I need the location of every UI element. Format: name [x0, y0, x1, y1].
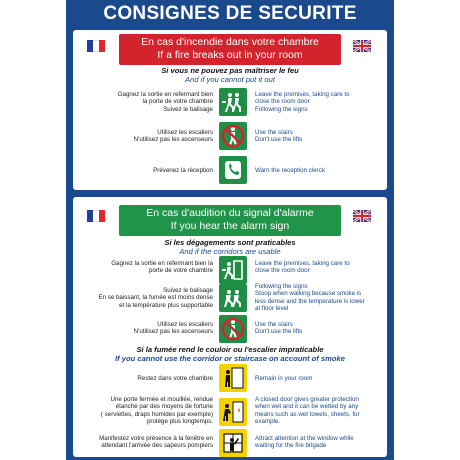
text-line: Une porte fermée et mouillée, rendue — [110, 396, 213, 403]
text-line: porte de votre chambre — [149, 267, 213, 275]
sign-title: CONSIGNES DE SECURITE — [103, 3, 357, 24]
text-line: Suivez le balisage — [163, 287, 213, 294]
text-line: close the room door — [255, 98, 310, 106]
text-line: Warn the reception clerck — [255, 167, 325, 174]
text-line: étanche par des moyens de fortune — [115, 403, 213, 411]
text-line: Leave the premises, taking care to — [255, 91, 350, 98]
safety-sign — [66, 0, 394, 460]
alarm-banner-fr: En cas d'audition du signal d'alarme — [146, 207, 314, 219]
stairs-no-lift-icon — [219, 315, 247, 343]
text-line: Utilisez les escaliers — [157, 321, 213, 328]
instruction-en — [255, 375, 383, 382]
text-line: when wet and it can be wetted by any — [255, 403, 359, 411]
text-line: means such as wet towels, sheets, for — [255, 410, 360, 418]
fire-subhead-en: And if you cannot put it out — [185, 75, 275, 84]
text-line: Remain in your room — [255, 375, 313, 382]
uk-flag-icon — [353, 210, 371, 222]
text-line: waiting for the fire brigade — [255, 442, 327, 450]
text-line: example. — [255, 418, 281, 426]
text-line: Attract attention at the window while — [255, 435, 354, 442]
smoke-subhead-fr: Si la fumée rend le couloir ou l'escalier impraticable — [136, 345, 324, 354]
alarm-panel — [73, 197, 387, 457]
instruction-fr — [83, 260, 213, 275]
alarm-subhead-en: And if the corridors are usable — [179, 247, 281, 256]
text-line: Prévenez la réception — [153, 167, 213, 174]
fire-subhead — [73, 66, 387, 84]
text-line: Leave the premises, taking care to — [255, 260, 350, 267]
text-line: N'utilisez pas les ascenseurs — [133, 136, 213, 144]
text-line: Don't use the lifts — [255, 136, 303, 144]
instruction-en — [255, 435, 383, 450]
text-line: Use the stairs — [255, 129, 293, 136]
instruction-fr — [83, 129, 213, 144]
instruction-fr — [83, 91, 213, 113]
instruction-en — [255, 396, 383, 426]
text-line: Restez dans votre chambre — [137, 375, 213, 382]
exit-stooping-icon — [219, 284, 247, 312]
instruction-fr — [83, 321, 213, 336]
exit-running-icon — [219, 88, 247, 116]
alarm-subhead-fr: Si les dégagements sont praticables — [164, 238, 296, 247]
instruction-en — [255, 91, 383, 113]
fire-in-room-panel — [73, 30, 387, 190]
wet-door-icon — [219, 398, 247, 426]
text-line: Following the signs — [255, 105, 308, 113]
fire-banner — [119, 34, 341, 65]
text-line: Stoop when walking because smoke is — [255, 290, 362, 298]
uk-flag-icon — [353, 40, 371, 52]
smoke-subhead — [73, 345, 387, 363]
text-line: Manifestez votre présence à la fenêtre en — [99, 435, 213, 442]
text-line: less dense and the temperature is lower — [255, 297, 365, 305]
alarm-banner — [119, 205, 341, 236]
stairs-no-lift-icon — [219, 122, 247, 150]
text-line: N'utilisez pas les ascenseurs — [133, 328, 213, 336]
text-line: close the room door — [255, 267, 310, 275]
instruction-en — [255, 321, 383, 336]
smoke-subhead-en: If you cannot use the corridor or staircase on account of smoke — [115, 354, 345, 363]
text-line: la porte de votre chambre — [142, 98, 213, 106]
text-line: Gagnez la sortie en refermant bien la — [111, 260, 213, 267]
instruction-en — [255, 129, 383, 144]
text-line: Don't use the lifts — [255, 328, 303, 336]
window-signal-icon — [219, 429, 247, 457]
text-line: ( serviettes, draps humides par exemple) — [100, 410, 213, 418]
instruction-fr — [83, 435, 213, 450]
instruction-fr — [83, 375, 213, 382]
text-line: et la température plus supportable — [119, 301, 213, 309]
fire-banner-fr: En cas d'incendie dans votre chambre — [141, 36, 319, 48]
text-line: A closed door gives greater protection — [255, 396, 359, 403]
french-flag-icon — [87, 210, 105, 222]
fire-banner-en: If a fire breaks out in your room — [157, 49, 303, 61]
instruction-fr — [83, 396, 213, 426]
fire-subhead-fr: Si vous ne pouvez pas maîtriser le feu — [161, 66, 299, 75]
instruction-en — [255, 167, 383, 174]
text-line: Utilisez les escaliers — [157, 129, 213, 136]
instruction-fr — [83, 167, 213, 174]
instruction-en — [255, 260, 383, 275]
alarm-subhead — [73, 238, 387, 256]
text-line: Suivez le balisage — [163, 105, 213, 113]
alarm-banner-en: If you hear the alarm sign — [170, 220, 290, 232]
text-line: at floor level — [255, 305, 289, 313]
telephone-icon — [219, 156, 247, 184]
text-line: protège plus longtemps. — [146, 418, 213, 426]
text-line: Use the stairs — [255, 321, 293, 328]
french-flag-icon — [87, 40, 105, 52]
text-line: Gagnez la sortie en refermant bien — [117, 91, 213, 98]
stay-in-room-icon — [219, 364, 247, 392]
text-line: Following the signs — [255, 283, 308, 290]
exit-door-icon — [219, 256, 247, 284]
text-line: En se baissant, la fumée est moins dense — [98, 294, 213, 302]
text-line: attendant l'arrivée des sapeurs pompiers — [101, 442, 213, 450]
instruction-fr — [83, 287, 213, 309]
instruction-en — [255, 283, 383, 313]
